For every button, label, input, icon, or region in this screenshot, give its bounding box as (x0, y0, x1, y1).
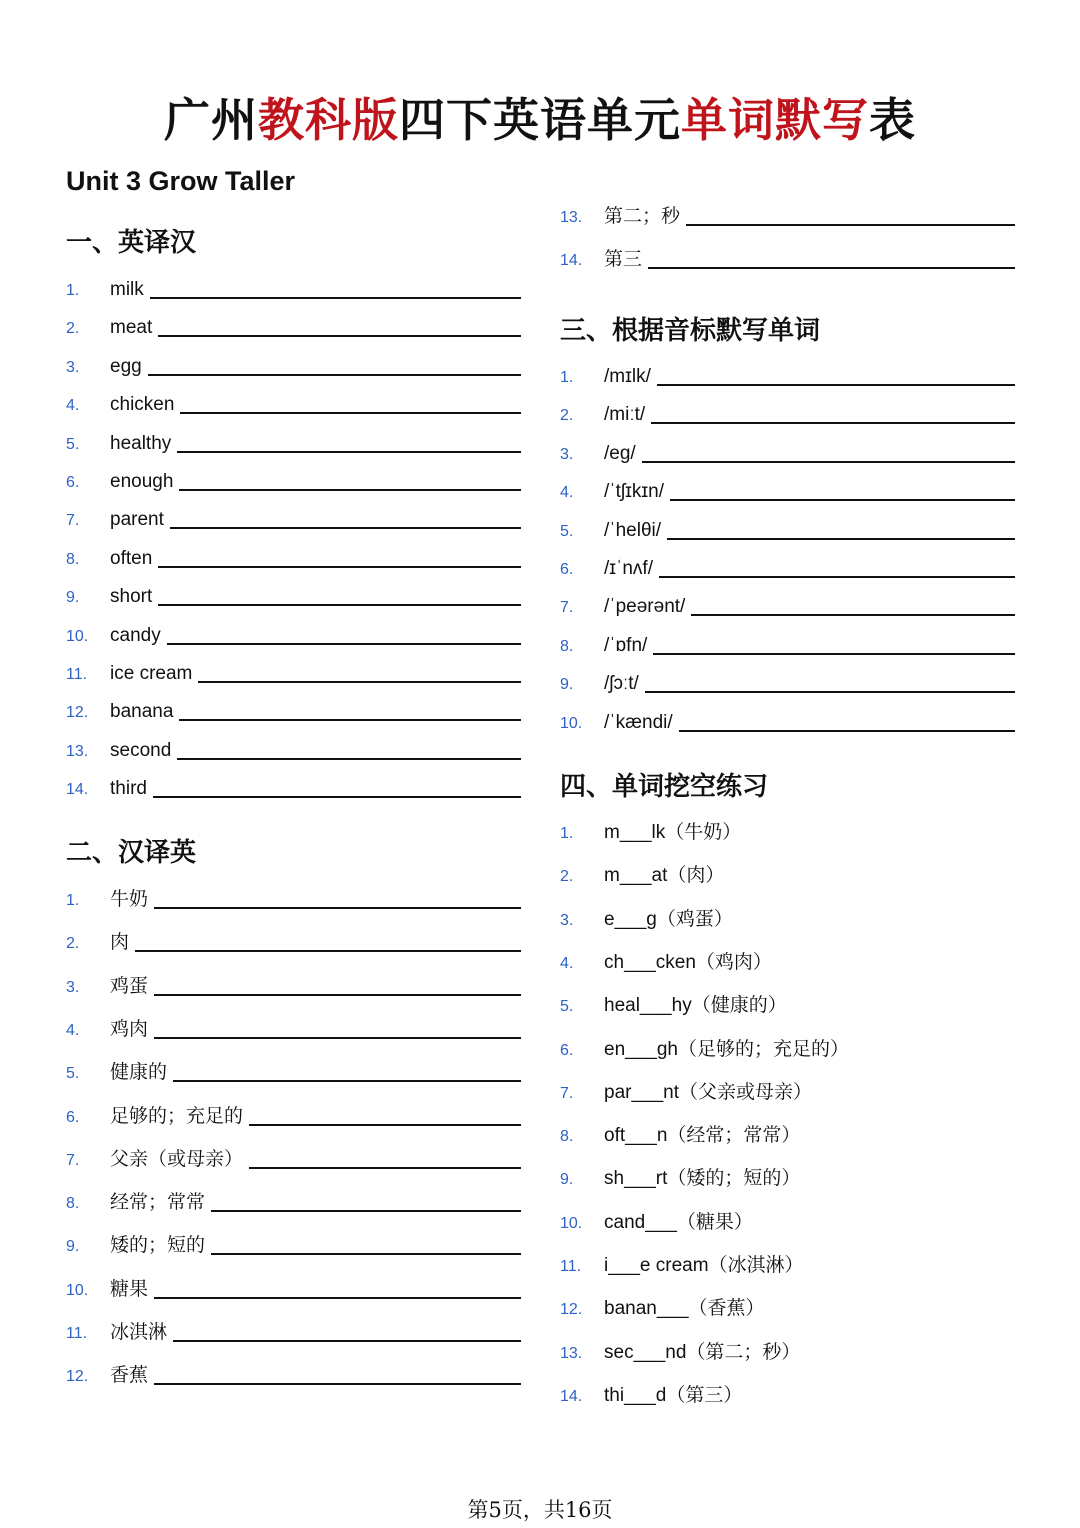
exercise-row (560, 1336, 1015, 1366)
item-number: 14. (560, 252, 583, 270)
answer-blank-line[interactable] (670, 498, 1015, 501)
exercise-row (66, 970, 521, 1000)
exercise-row (66, 1359, 521, 1389)
item-number: 11. (560, 1258, 582, 1275)
item-number: 5. (66, 1065, 80, 1083)
answer-blank-line[interactable] (154, 1036, 521, 1039)
item-number: 11. (66, 666, 88, 683)
item-prompt: candy (110, 624, 161, 646)
item-number: 9. (560, 1171, 574, 1189)
exercise-row (66, 311, 521, 341)
item-number: 11. (66, 1325, 88, 1342)
item-prompt: par___nt（父亲或母亲） (604, 1081, 813, 1103)
item-prompt: short (110, 586, 153, 608)
exercise-row (560, 816, 1015, 846)
item-prompt: often (110, 547, 153, 569)
answer-blank-line[interactable] (179, 488, 521, 491)
item-number: 8. (66, 550, 80, 568)
exercise-row (66, 1143, 521, 1173)
item-number: 1. (560, 369, 574, 386)
answer-blank-line[interactable] (154, 1382, 521, 1385)
item-prompt: 足够的；充足的 (110, 1105, 244, 1127)
answer-blank-line[interactable] (180, 411, 521, 414)
item-number: 3. (66, 978, 80, 996)
answer-blank-line[interactable] (167, 642, 521, 645)
exercise-row (66, 1316, 521, 1346)
item-prompt: /ˈpeərənt/ (604, 596, 686, 618)
exercise-row (66, 734, 521, 764)
item-prompt: oft___n（经常；常常） (604, 1125, 801, 1147)
exercise-row (66, 657, 521, 687)
item-number: 3. (66, 358, 80, 376)
item-prompt: /ˈhelθi/ (604, 519, 662, 541)
item-prompt: ice cream (110, 663, 193, 684)
item-number: 13. (560, 209, 583, 226)
item-prompt: second (110, 739, 172, 761)
item-number: 1. (66, 282, 80, 299)
answer-blank-line[interactable] (691, 613, 1015, 616)
item-number: 9. (66, 589, 80, 607)
answer-blank-line[interactable] (177, 757, 521, 760)
exercise-row (560, 706, 1015, 736)
item-prompt: e___g（鸡蛋） (604, 908, 733, 930)
answer-blank-line[interactable] (211, 1209, 521, 1212)
exercise-row (66, 580, 521, 610)
exercise-row (560, 360, 1015, 390)
answer-blank-line[interactable] (150, 296, 521, 299)
item-number: 14. (66, 781, 89, 799)
answer-blank-line[interactable] (173, 1339, 521, 1342)
item-prompt: 健康的 (110, 1062, 168, 1084)
exercise-row (560, 437, 1015, 467)
item-prompt: 父亲（或母亲） (110, 1148, 244, 1170)
exercise-row (560, 1119, 1015, 1149)
page-footer: 第5页，共16页 (467, 1498, 613, 1522)
answer-blank-line[interactable] (249, 1123, 521, 1126)
item-prompt: 鸡蛋 (110, 975, 149, 997)
title-part: 广州 (164, 93, 258, 147)
title-part: 教科版 (258, 93, 399, 147)
item-number: 10. (66, 1281, 89, 1299)
answer-blank-line[interactable] (154, 993, 521, 996)
answer-blank-line[interactable] (686, 223, 1015, 226)
item-prompt: /eg/ (604, 442, 636, 464)
title-part: 四下英语单元 (399, 93, 681, 147)
answer-blank-line[interactable] (657, 383, 1015, 386)
item-number: 5. (66, 435, 80, 453)
item-prompt: i___e cream（冰淇淋） (604, 1255, 804, 1276)
item-number: 9. (66, 1238, 80, 1256)
title-part: 表 (869, 93, 916, 147)
exercise-row (66, 503, 521, 533)
item-prompt: sh___rt（矮的；短的） (604, 1168, 801, 1190)
item-prompt: egg (110, 355, 142, 377)
exercise-row (66, 542, 521, 572)
exercise-row (66, 883, 521, 913)
exercise-row (66, 1186, 521, 1216)
item-number: 7. (560, 1084, 574, 1102)
answer-blank-line[interactable] (173, 1079, 521, 1082)
answer-blank-line[interactable] (153, 795, 521, 798)
exercise-row (66, 1013, 521, 1043)
item-number: 13. (560, 1344, 583, 1362)
item-number: 2. (560, 868, 574, 886)
exercise-row (560, 243, 1015, 273)
item-prompt: en___gh（足够的；充足的） (604, 1038, 849, 1060)
answer-blank-line[interactable] (158, 603, 521, 606)
item-prompt: 第二；秒 (604, 206, 681, 227)
item-number: 10. (560, 1214, 583, 1232)
exercise-row (66, 1273, 521, 1303)
item-prompt: 鸡肉 (110, 1018, 149, 1040)
item-number: 3. (560, 911, 574, 929)
item-prompt: ch___cken（鸡肉） (604, 951, 772, 973)
answer-blank-line[interactable] (211, 1252, 521, 1255)
item-number: 4. (560, 954, 574, 972)
exercise-row (560, 1379, 1015, 1409)
answer-blank-line[interactable] (642, 460, 1015, 463)
item-prompt: banan___（香蕉） (604, 1298, 765, 1320)
exercise-row (66, 619, 521, 649)
item-number: 14. (560, 1387, 583, 1405)
exercise-row (560, 514, 1015, 544)
exercise-row (560, 590, 1015, 620)
section-heading-phonetic: 三、根据音标默写单词 (560, 316, 821, 346)
answer-blank-line[interactable] (158, 565, 521, 568)
exercise-row (66, 427, 521, 457)
answer-blank-line[interactable] (135, 949, 521, 952)
item-prompt: /mɪlk/ (604, 366, 651, 387)
item-number: 7. (66, 512, 80, 530)
item-prompt: /ʃɔːt/ (604, 673, 639, 695)
exercise-row (66, 350, 521, 380)
item-prompt: m___lk（牛奶） (604, 822, 742, 843)
answer-blank-line[interactable] (154, 1296, 521, 1299)
exercise-row (66, 1056, 521, 1086)
item-prompt: chicken (110, 394, 175, 416)
item-number: 13. (66, 742, 89, 760)
page-title (0, 88, 1080, 152)
exercise-row (560, 629, 1015, 659)
item-prompt: /ˈɒfn/ (604, 634, 648, 656)
exercise-row (560, 1033, 1015, 1063)
item-prompt: heal___hy（健康的） (604, 995, 787, 1017)
item-number: 2. (66, 935, 80, 953)
answer-blank-line[interactable] (645, 690, 1015, 693)
item-prompt: third (110, 778, 147, 800)
item-number: 7. (66, 1151, 80, 1169)
exercise-row (66, 1229, 521, 1259)
exercise-row (66, 772, 521, 802)
answer-blank-line[interactable] (170, 526, 521, 529)
answer-blank-line[interactable] (679, 729, 1015, 732)
answer-blank-line[interactable] (148, 373, 521, 376)
answer-blank-line[interactable] (154, 906, 521, 909)
exercise-row (560, 667, 1015, 697)
exercise-row (560, 903, 1015, 933)
exercise-row (560, 552, 1015, 582)
answer-blank-line[interactable] (653, 652, 1015, 655)
item-number: 12. (66, 704, 89, 722)
item-prompt: 肉 (110, 932, 130, 954)
exercise-row (66, 1100, 521, 1130)
exercise-row (560, 859, 1015, 889)
item-number: 8. (560, 637, 574, 655)
item-number: 12. (66, 1368, 89, 1386)
exercise-row (560, 1076, 1015, 1106)
item-prompt: cand___（糖果） (604, 1211, 753, 1233)
section-heading-fill-blank: 四、单词挖空练习 (560, 772, 769, 802)
item-prompt: milk (110, 279, 144, 300)
exercise-row (560, 398, 1015, 428)
item-prompt: /ˈtʃɪkɪn/ (604, 481, 664, 503)
item-prompt: banana (110, 701, 174, 723)
item-number: 8. (66, 1195, 80, 1213)
answer-blank-line[interactable] (667, 537, 1015, 540)
exercise-row (560, 1206, 1015, 1236)
item-prompt: 牛奶 (110, 889, 149, 910)
exercise-row (560, 475, 1015, 505)
item-prompt: parent (110, 509, 164, 531)
item-prompt: sec___nd（第二；秒） (604, 1341, 801, 1363)
item-prompt: 第三 (604, 249, 643, 271)
section-heading-zh-to-en: 二、汉译英 (66, 838, 197, 868)
exercise-row (560, 946, 1015, 976)
section-heading-en-to-zh: 一、英译汉 (66, 228, 197, 258)
item-number: 8. (560, 1128, 574, 1146)
answer-blank-line[interactable] (177, 450, 521, 453)
exercise-row (560, 1292, 1015, 1322)
item-number: 4. (560, 484, 574, 502)
item-number: 4. (66, 1021, 80, 1039)
item-number: 5. (560, 998, 574, 1016)
item-prompt: /miːt/ (604, 404, 646, 426)
item-number: 7. (560, 599, 574, 617)
item-number: 10. (66, 627, 89, 645)
item-number: 12. (560, 1301, 583, 1319)
item-prompt: 糖果 (110, 1278, 149, 1300)
item-number: 1. (66, 892, 80, 909)
item-prompt: 冰淇淋 (110, 1322, 168, 1343)
exercise-row (560, 989, 1015, 1019)
exercise-row (560, 1249, 1015, 1279)
item-prompt: meat (110, 317, 153, 339)
item-prompt: thi___d（第三） (604, 1384, 743, 1406)
item-number: 5. (560, 522, 574, 540)
exercise-row (66, 695, 521, 725)
item-number: 6. (66, 1108, 80, 1126)
item-prompt: 经常；常常 (110, 1192, 206, 1214)
item-prompt: healthy (110, 432, 172, 454)
item-number: 6. (560, 561, 574, 578)
unit-title: Unit 3 Grow Taller (66, 166, 296, 196)
answer-blank-line[interactable] (651, 421, 1015, 424)
item-prompt: enough (110, 471, 174, 492)
exercise-row (560, 200, 1015, 230)
answer-blank-line[interactable] (659, 575, 1015, 578)
answer-blank-line[interactable] (198, 680, 521, 683)
answer-blank-line[interactable] (249, 1166, 521, 1169)
answer-blank-line[interactable] (158, 334, 521, 337)
item-prompt: m___at（肉） (604, 865, 725, 887)
item-prompt: /ɪˈnʌf/ (604, 558, 653, 579)
item-number: 4. (66, 397, 80, 415)
item-number: 1. (560, 825, 574, 842)
item-number: 9. (560, 676, 574, 694)
item-number: 2. (560, 407, 574, 425)
item-prompt: /ˈkændi/ (604, 711, 673, 733)
answer-blank-line[interactable] (648, 266, 1015, 269)
item-number: 6. (560, 1041, 574, 1059)
exercise-row (560, 1162, 1015, 1192)
item-prompt: 矮的；短的 (110, 1235, 206, 1257)
item-prompt: 香蕉 (110, 1365, 149, 1387)
answer-blank-line[interactable] (179, 718, 521, 721)
title-part: 单词默写 (681, 93, 869, 147)
exercise-row (66, 273, 521, 303)
item-number: 10. (560, 714, 583, 732)
item-number: 3. (560, 445, 574, 463)
item-number: 2. (66, 320, 80, 338)
exercise-row (66, 926, 521, 956)
exercise-row (66, 388, 521, 418)
exercise-row (66, 465, 521, 495)
item-number: 6. (66, 474, 80, 491)
